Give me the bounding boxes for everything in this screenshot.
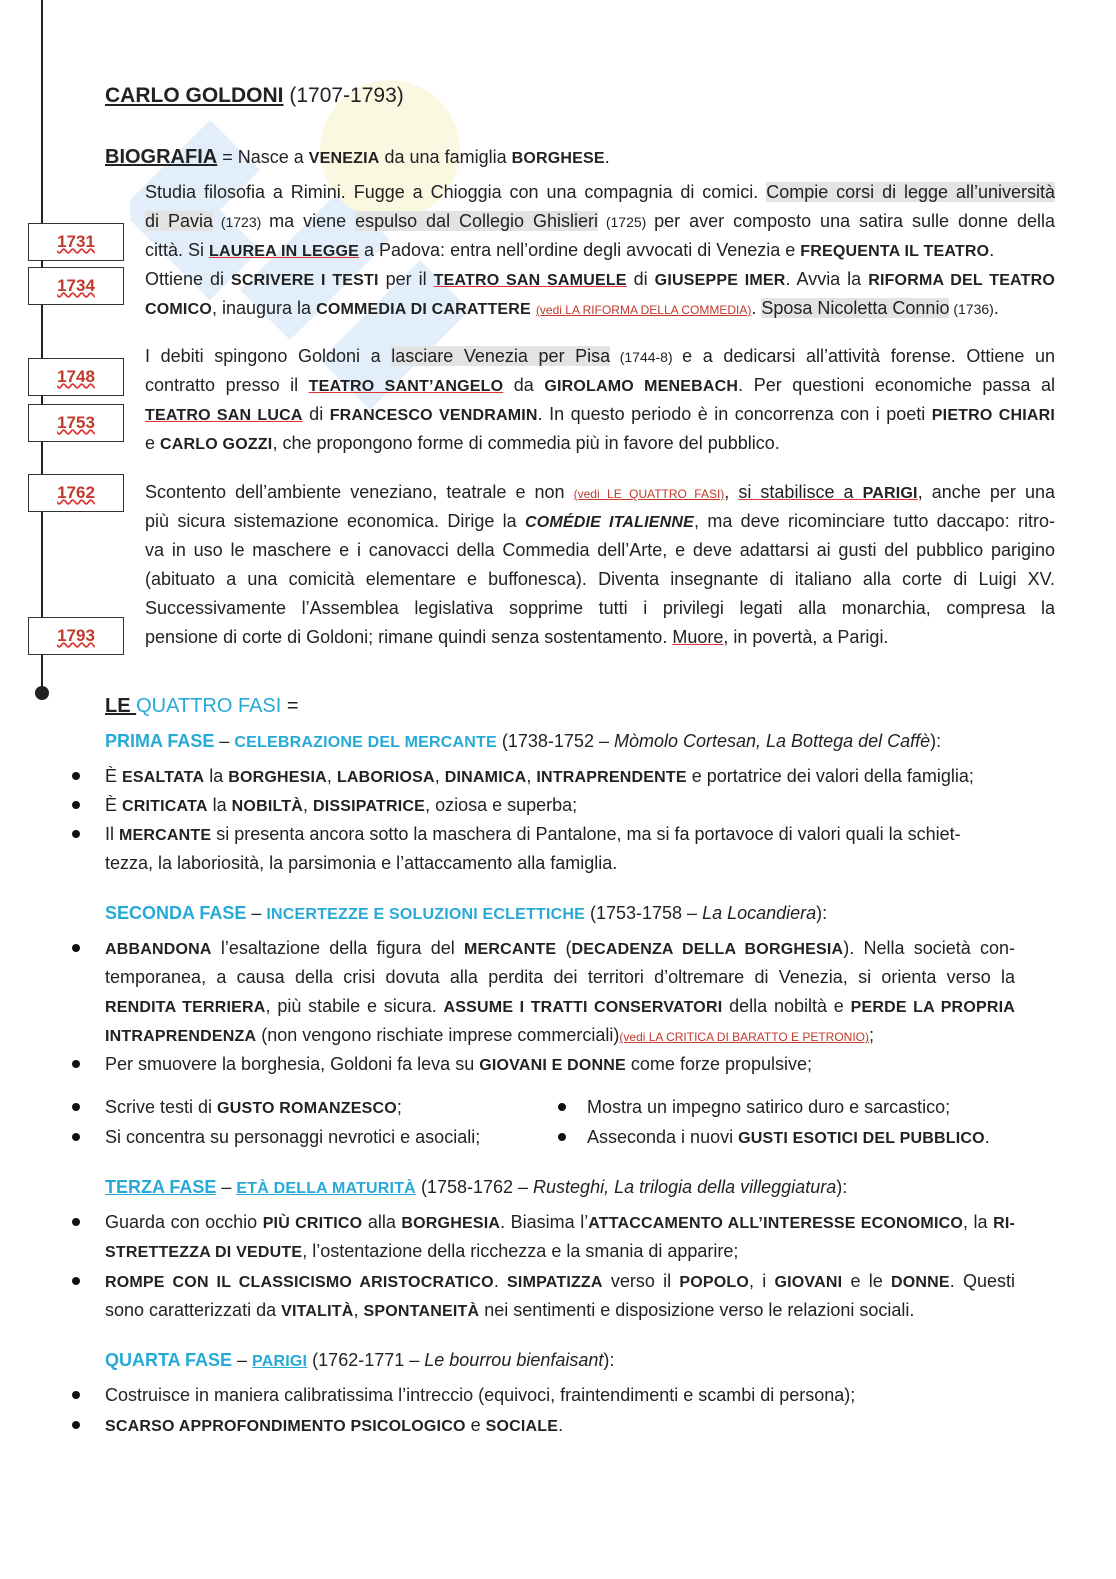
terza-bullet-2-line1: ROMPE CON IL CLASSICISMO ARISTOCRATICO. SIMPATIZZA verso il POPOLO, i GIOVANI e le DONNE. Questi xyxy=(105,1271,1015,1291)
bullet xyxy=(72,772,80,780)
bullet xyxy=(558,1133,566,1141)
bio-p1-line1: Studia filosofia a Rimini. Fugge a Chioggia con una compagnia di comici. Compie corsi di legge all’università xyxy=(145,182,1055,202)
seconda-bullet-2: Per smuovere la borghesia, Goldoni fa leva su GIOVANI E DONNE come forze propulsive; xyxy=(105,1054,813,1074)
fasi-heading: LE QUATTRO FASI = xyxy=(105,695,299,717)
bio-p3-line1: Scontento dell’ambiente veneziano, teatrale e non (vedi LE QUATTRO FASI), si stabilisce a PARIGI, anche per una xyxy=(145,482,1055,502)
prima-bullet-3: Il MERCANTE si presenta ancora sotto la maschera di Pantalone, ma si fa portavoce di valori quali la schiet- xyxy=(105,824,961,844)
year-box-1731: 1731 xyxy=(28,223,124,261)
bio-p3-line2: più sicura sistemazione economica. Dirige la COMÉDIE ITALIENNE, ma deve ricominciare tutto daccapo: ritro- xyxy=(145,511,1055,531)
bio-p1-line5: COMICO, inaugura la COMMEDIA DI CARATTERE (vedi LA RIFORMA DELLA COMMEDIA). Sposa Nicoletta Connio (1736). xyxy=(145,298,999,318)
terza-fase-heading: TERZA FASE – ETÀ DELLA MATURITÀ (1758-1762 – Rusteghi, La trilogia della villeggiatura): xyxy=(105,1177,848,1197)
year-box-1753: 1753 xyxy=(28,404,124,442)
seconda-col1-item2: Si concentra su personaggi nevrotici e asociali; xyxy=(105,1127,481,1147)
bullet xyxy=(72,1391,80,1399)
bio-p3-line6: pensione di corte di Goldoni; rimane quindi senza sostentamento. Muore, in povertà, a Parigi. xyxy=(145,627,889,647)
seconda-bullet-1-line1: ABBANDONA l’esaltazione della figura del MERCANTE (DECADENZA DELLA BORGHESIA). Nella società con- xyxy=(105,938,1015,958)
bio-p1-line4: Ottiene di SCRIVERE I TESTI per il TEATRO SAN SAMUELE di GIUSEPPE IMER. Avvia la RIFORMA DEL TEATRO xyxy=(145,269,1056,289)
bullet xyxy=(72,1060,80,1068)
bullet xyxy=(72,801,80,809)
terza-bullet-2-line2: sono caratterizzati da VITALITÀ, SPONTANEITÀ nei sentimenti e disposizione verso le relazioni sociali. xyxy=(105,1300,915,1320)
seconda-col2-item1: Mostra un impegno satirico duro e sarcastico; xyxy=(587,1097,951,1117)
terza-bullet-1-line1: Guarda con occhio PIÙ CRITICO alla BORGHESIA. Biasima l’ATTACCAMENTO ALL’INTERESSE ECONOMICO, la RI- xyxy=(105,1212,1016,1232)
prima-bullet-3-cont: tezza, la laboriosità, la parsimonia e l’attaccamento alla famiglia. xyxy=(105,853,618,873)
timeline-end-dot xyxy=(35,686,49,700)
bio-p3-line4: (abituato a una comicità elementare e buffonesca). Diventa insegnante di italiano alla corte di Luigi XV. xyxy=(145,569,1055,589)
seconda-col1-item1: Scrive testi di GUSTO ROMANZESCO; xyxy=(105,1097,402,1117)
timeline-line xyxy=(41,0,43,690)
prima-bullet-2: È CRITICATA la NOBILTÀ, DISSIPATRICE, oziosa e superba; xyxy=(105,795,578,815)
link-riforma-commedia[interactable]: (vedi LA RIFORMA DELLA COMMEDIA) xyxy=(535,303,752,317)
quarta-bullet-2: SCARSO APPROFONDIMENTO PSICOLOGICO e SOCIALE. xyxy=(105,1415,564,1435)
year-box-1748: 1748 xyxy=(28,358,124,396)
prima-fase-heading: PRIMA FASE – CELEBRAZIONE DEL MERCANTE (1738-1752 – Mòmolo Cortesan, La Bottega del Caffè): xyxy=(105,731,942,751)
bullet xyxy=(72,1218,80,1226)
prima-bullet-1: È ESALTATA la BORGHESIA, LABORIOSA, DINAMICA, INTRAPRENDENTE e portatrice dei valori della famiglia; xyxy=(105,766,974,786)
bio-p1-line3: città. Si LAUREA IN LEGGE a Padova: entra nell’ordine degli avvocati di Venezia e FREQUENTA IL TEATRO. xyxy=(145,240,995,260)
bio-p2-line3: TEATRO SAN LUCA di FRANCESCO VENDRAMIN. In questo periodo è in concorrenza con i poeti PIETRO CHIARI xyxy=(145,404,1056,424)
quarta-fase-heading: QUARTA FASE – PARIGI (1762-1771 – Le bourrou bienfaisant): xyxy=(105,1350,615,1370)
quarta-bullet-1: Costruisce in maniera calibratissima l’intreccio (equivoci, fraintendimenti e scambi di persona); xyxy=(105,1385,856,1405)
bio-p3-line3: va in uso le maschere e i canovacci della Commedia dell’Arte, e deve adattarsi ai gusti del pubblico parigino xyxy=(145,540,1055,560)
seconda-bullet-1-line3: RENDITA TERRIERA, più stabile e sicura. ASSUME I TRATTI CONSERVATORI della nobiltà e PERDE LA PROPRIA xyxy=(105,996,1015,1016)
bio-p2-line4: e CARLO GOZZI, che propongono forme di commedia più in favore del pubblico. xyxy=(145,433,780,453)
bullet xyxy=(558,1103,566,1111)
year-box-1762: 1762 xyxy=(28,474,124,512)
bullet xyxy=(72,1103,80,1111)
bullet xyxy=(72,1421,80,1429)
seconda-fase-heading: SECONDA FASE – INCERTEZZE E SOLUZIONI ECLETTICHE (1753-1758 – La Locandiera): xyxy=(105,903,828,923)
terza-bullet-1-line2: STRETTEZZA DI VEDUTE, l’ostentazione della ricchezza e la smania di apparire; xyxy=(105,1241,739,1261)
bullet xyxy=(72,1277,80,1285)
link-critica-baratto-petronio[interactable]: (vedi LA CRITICA DI BARATTO E PETRONIO) xyxy=(619,1030,870,1044)
biografia-intro: BIOGRAFIA = Nasce a VENEZIA da una famiglia BORGHESE. xyxy=(105,146,610,168)
bio-p1-line2: di Pavia (1723) ma viene espulso dal Collegio Ghislieri (1725) per aver composto una satira sulle donne della xyxy=(145,211,1055,231)
bio-p2-line2: contratto presso il TEATRO SANT’ANGELO da GIROLAMO MENEBACH. Per questioni economiche passa al xyxy=(145,375,1055,395)
year-box-1793: 1793 xyxy=(28,617,124,655)
bio-p3-line5: Successivamente l’Assemblea legislativa sopprime tutti i privilegi legati alla monarchia, compresa la xyxy=(145,598,1055,618)
seconda-bullet-1-line2: temporanea, a causa della crisi dovuta alla perdita dei territori d’oltremare di Venezia, si orienta verso la xyxy=(105,967,1015,987)
year-box-1734: 1734 xyxy=(28,267,124,305)
seconda-col2-item2: Asseconda i nuovi GUSTI ESOTICI DEL PUBBLICO. xyxy=(587,1127,990,1147)
bio-p2-line1: I debiti spingono Goldoni a lasciare Venezia per Pisa (1744-8) e a dedicarsi all’attività forense. Ottiene un xyxy=(145,346,1056,366)
bullet xyxy=(72,830,80,838)
seconda-bullet-1-line4: INTRAPRENDENZA (non vengono rischiate imprese commerciali)(vedi LA CRITICA DI BARATTO E PETRONIO); xyxy=(105,1025,875,1045)
link-quattro-fasi[interactable]: (vedi LE QUATTRO FASI) xyxy=(573,487,725,501)
bullet xyxy=(72,1133,80,1141)
page-title: CARLO GOLDONI (1707-1793) xyxy=(105,84,404,107)
bullet xyxy=(72,944,80,952)
